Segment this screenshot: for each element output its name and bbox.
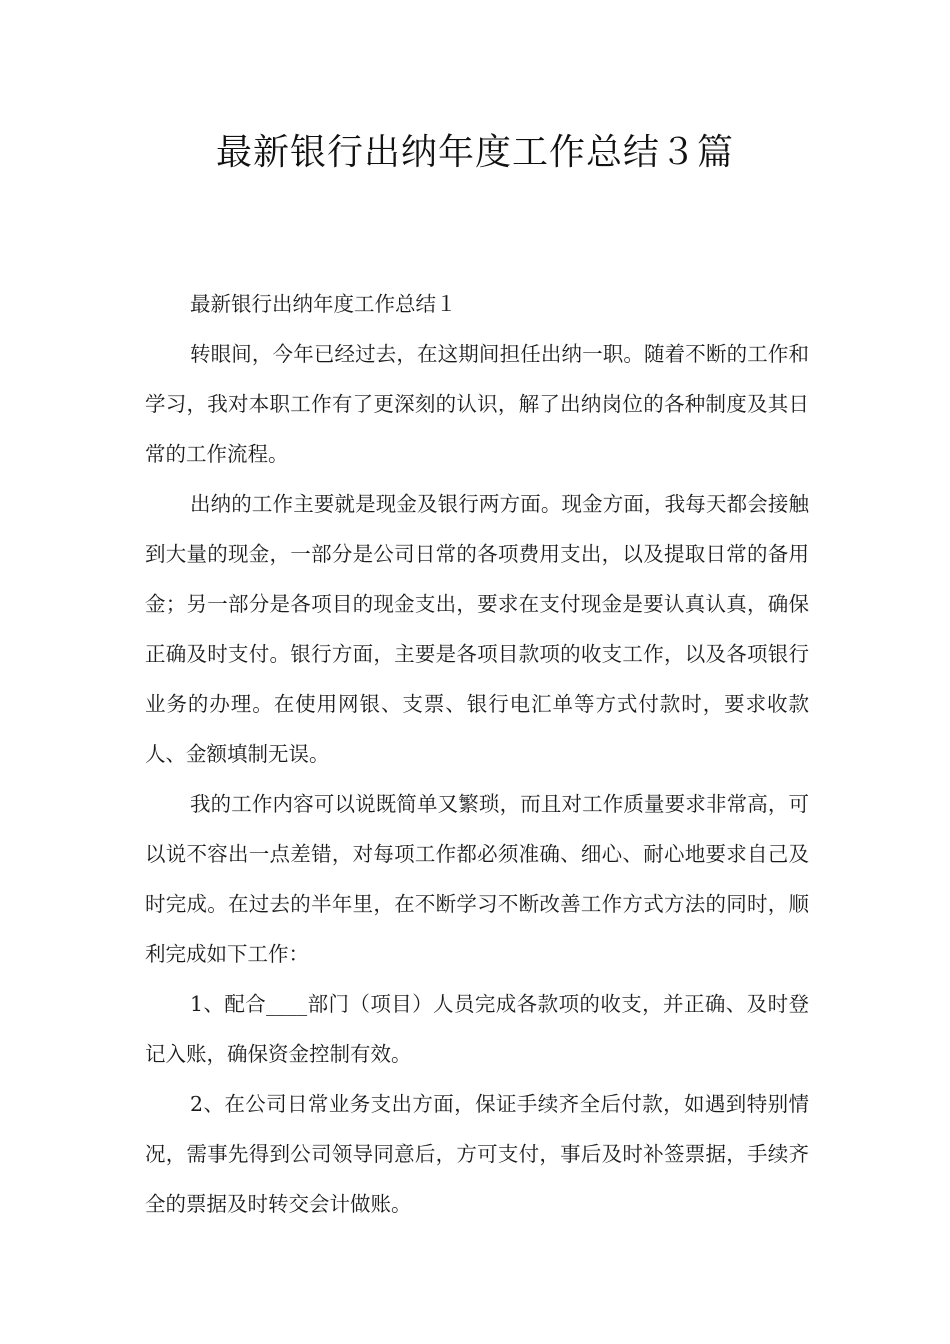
document-title: 最新银行出纳年度工作总结３篇: [215, 132, 734, 173]
paragraph: 出纳的工作主要就是现金及银行两方面。现金方面，我每天都会接触到大量的现金，一部分是公司日常的各项费用支出，以及提取日常的备用金；另一部分是各项目的现金支出，要求在支付现金是要认真认真，确保正确及时支付。银行方面，主要是各项目款项的收支工作，以及各项银行业务的办理。在使用网银、支票、银行电汇单等方式付款时，要求收款人、金额填制无误。: [145, 492, 809, 766]
paragraph: 2、在公司日常业务支出方面，保证手续齐全后付款，如遇到特别情况，需事先得到公司领导同意后，方可支付，事后及时补签票据，手续齐全的票据及时转交会计做账。: [145, 1092, 809, 1216]
paragraph: 转眼间，今年已经过去，在这期间担任出纳一职。随着不断的工作和学习，我对本职工作有了更深刻的认识，解了出纳岗位的各种制度及其日常的工作流程。: [145, 342, 809, 466]
document-body: [145, 279, 809, 1229]
section-heading: 最新银行出纳年度工作总结１: [190, 292, 457, 316]
paragraph: 我的工作内容可以说既简单又繁琐，而且对工作质量要求非常高，可以说不容出一点差错，对每项工作都必须准确、细心、耐心地要求自己及时完成。在过去的半年里，在不断学习不断改善工作方式方法的同时，顺利完成如下工作：: [145, 792, 809, 966]
paragraph: 1、配合____部门（项目）人员完成各款项的收支，并正确、及时登记入账，确保资金控制有效。: [145, 992, 809, 1066]
